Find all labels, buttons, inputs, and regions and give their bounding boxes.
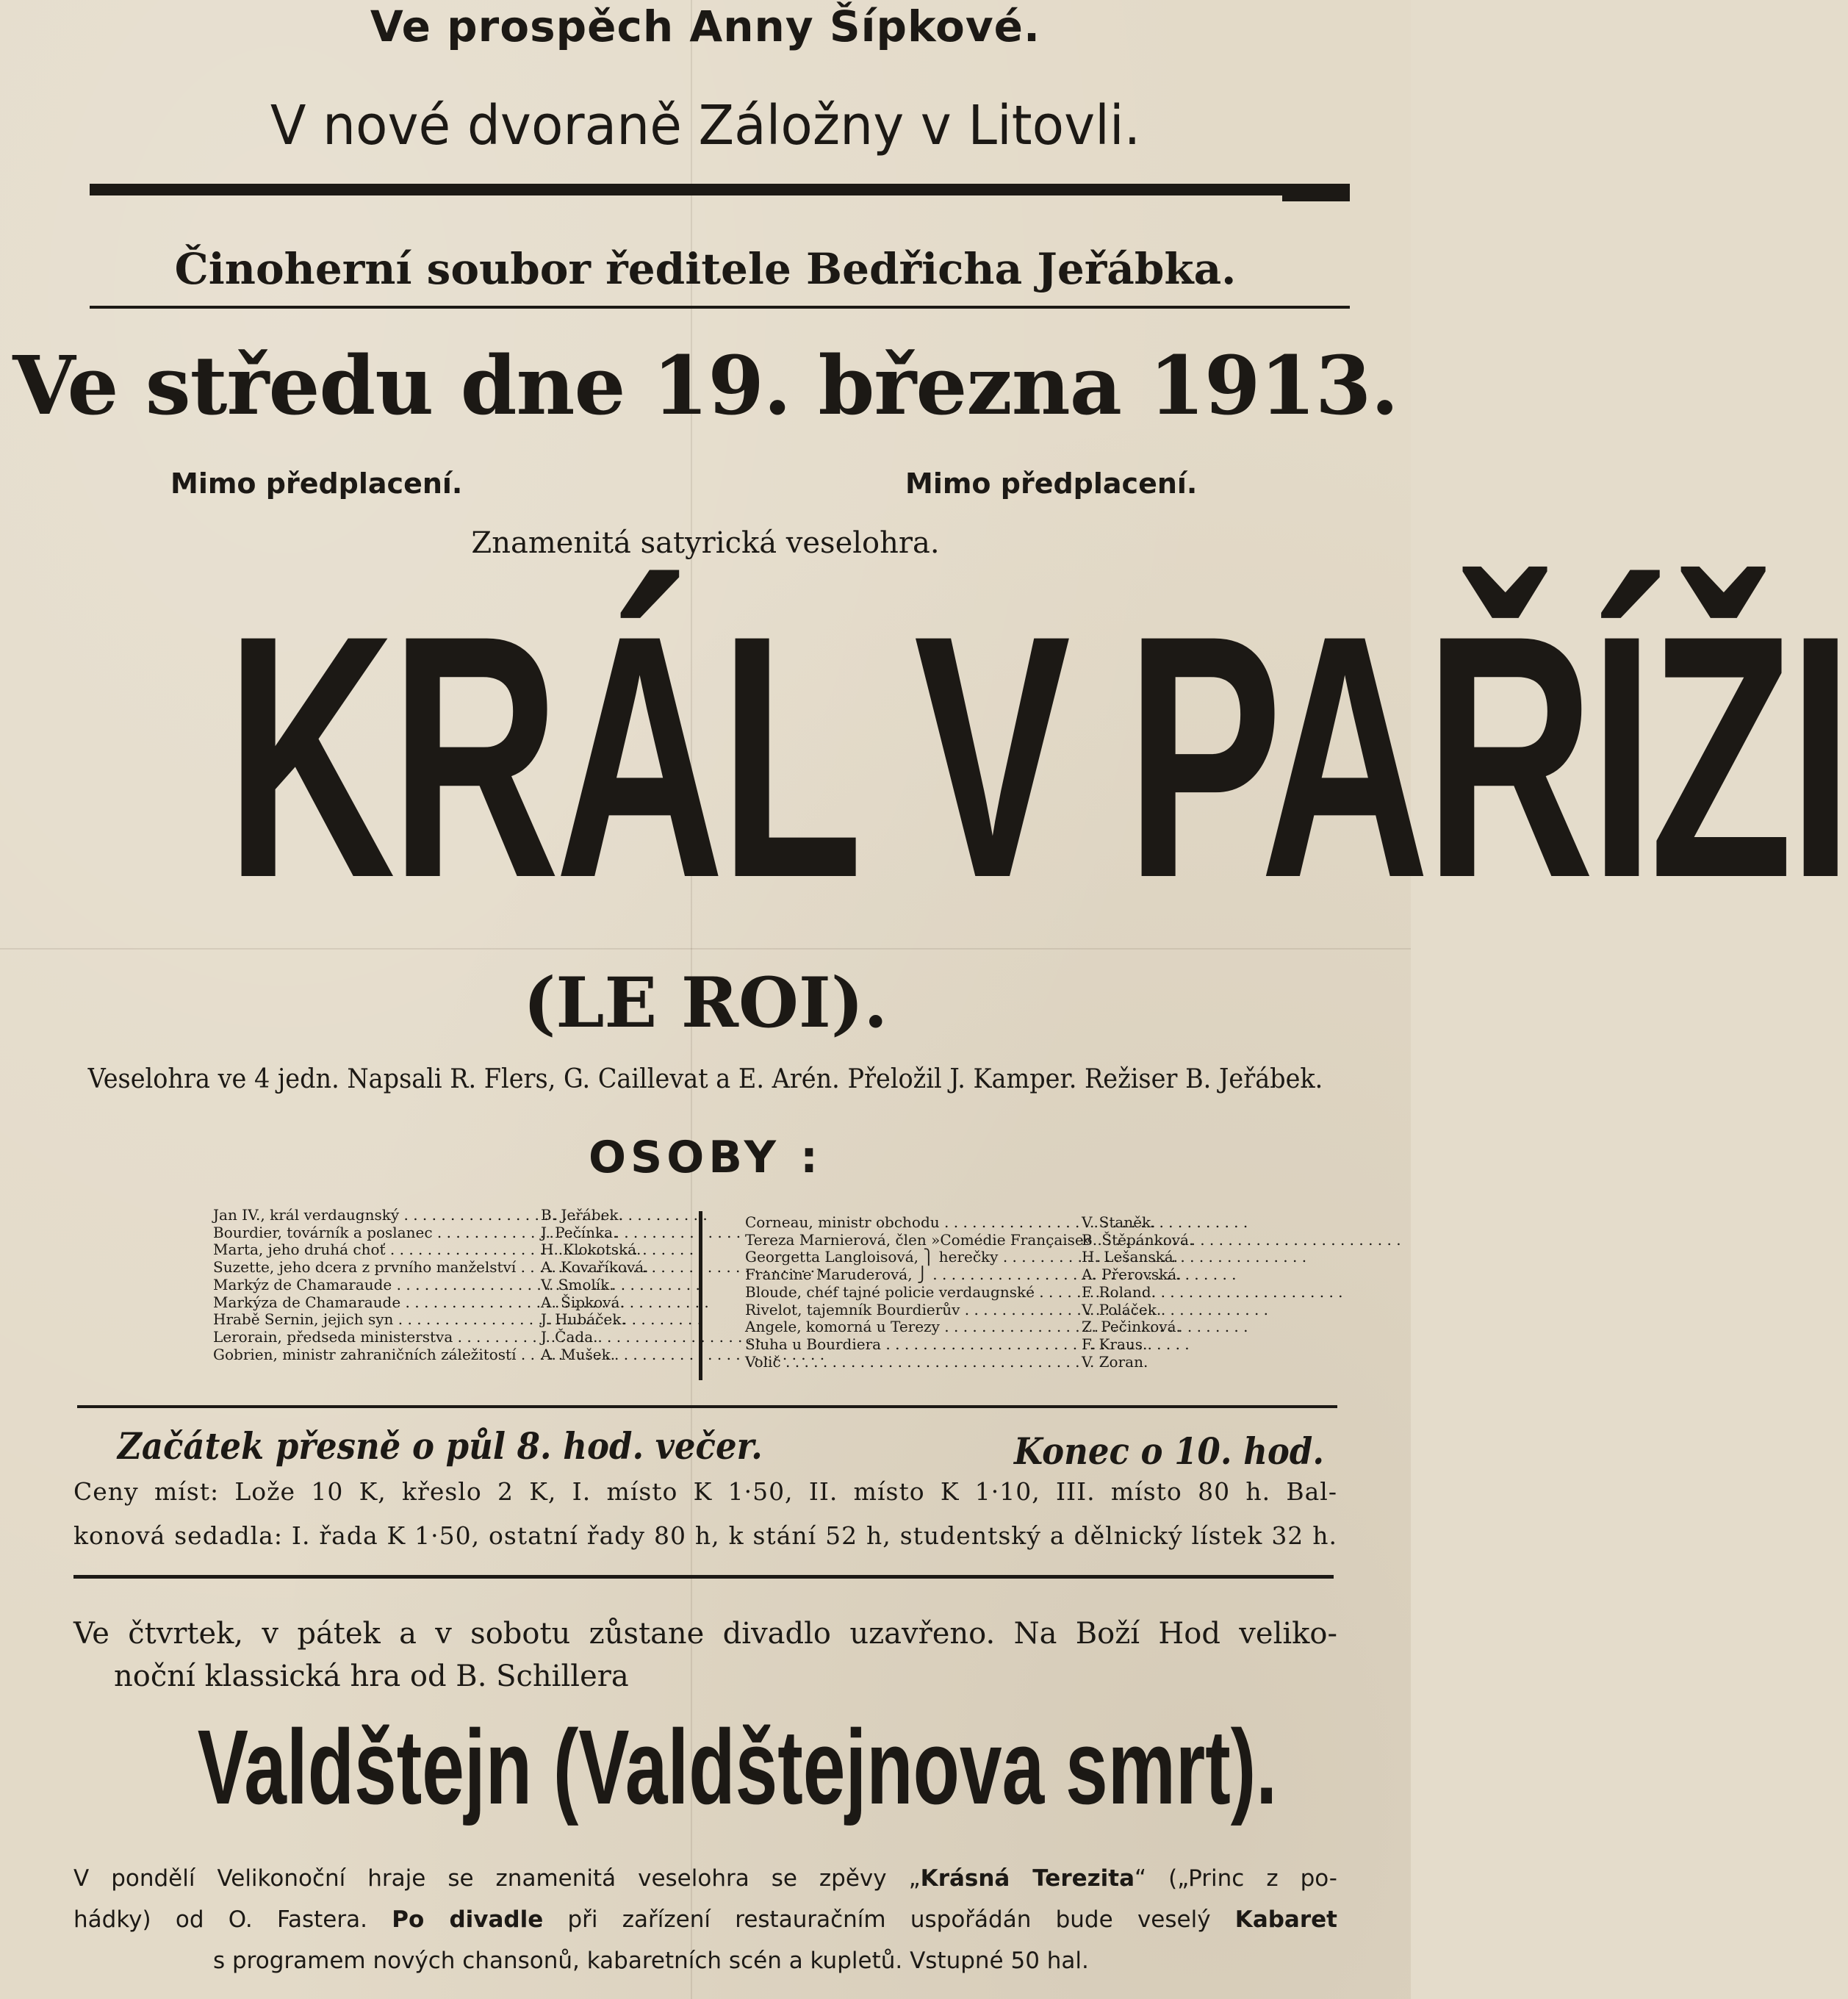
cast-role: Jan IV., král verdaugnský . . . [213, 1207, 536, 1224]
ticket-prices-line-2: konová sedadla: I. řada K 1·50, ostatní řady 80 h, k stání 52 h, studentský a dělnický lístek 32 h. [73, 1521, 1337, 1550]
cast-actor: A. Kovaříková. [541, 1258, 649, 1277]
subscription-note-right: Mimo předplacení. [905, 467, 1198, 500]
subscription-note-left: Mimo předplacení. [170, 467, 463, 500]
closure-notice-line-2: noční klassická hra od B. Schillera [114, 1659, 629, 1693]
end-time: Konec o 10. hod. [1014, 1429, 1325, 1473]
cast-row [213, 1207, 649, 1224]
benefit-line: Ve prospěch Anny Šípkové. [370, 1, 1041, 51]
cast-actor: Z. Pečinková. [1082, 1318, 1181, 1336]
cast-role: Georgetta Langloisová, ⎫ herečky . . . [745, 1249, 1077, 1266]
cast-actor: A. Mušek. [541, 1345, 616, 1363]
venue-line: V nové dvoraně Záložny v Litovli. [270, 94, 1141, 157]
easter-monday-line-1 [73, 1865, 1337, 1892]
cast-row [745, 1318, 1193, 1336]
cast-role: Suzette, jeho dcera z prvního manželství . . . [213, 1259, 536, 1277]
cast-row [213, 1346, 649, 1364]
cast-role: Volič . . . [745, 1354, 1077, 1371]
thick-rule-top-end [1282, 191, 1350, 201]
cast-role: Tereza Marnierová, člen »Comédie Française« . . . [745, 1232, 1077, 1249]
cast-row [213, 1259, 649, 1277]
thin-rule-troupe [90, 306, 1350, 309]
easter-monday-line-3: s programem nových chansonů, kabaretních scén a kupletů. Vstupné 50 hal. [213, 1948, 1089, 1974]
cast-row [745, 1232, 1193, 1249]
cast-divider [699, 1211, 702, 1380]
cast-role: Angele, komorná u Terezy . . . [745, 1318, 1077, 1336]
cast-actor: J. Čada. [541, 1327, 598, 1346]
cast-row [745, 1284, 1193, 1302]
cast-actor: V. Smolík. [541, 1275, 614, 1293]
cast-row [213, 1294, 649, 1312]
closure-notice-line-1: Ve čtvrtek, v pátek a v sobotu zůstane divadlo uzavřeno. Na Boží Hod veliko- [73, 1617, 1337, 1651]
cast-row [745, 1302, 1193, 1319]
cast-role: Markýza de Chamaraude . . . [213, 1294, 536, 1312]
cast-list-right [745, 1214, 1193, 1371]
cast-actor: V. Poláček. [1082, 1300, 1162, 1318]
cast-row [213, 1224, 649, 1242]
cast-row [745, 1214, 1193, 1232]
cast-role: Rivelot, tajemník Bourdierův . . . [745, 1302, 1077, 1319]
cast-actor: A. Přerovská. [1082, 1266, 1182, 1284]
play-title: KRÁL V PAŘÍŽI [226, 564, 1848, 950]
cast-actor: J. Hubáček. [541, 1310, 626, 1329]
easter-monday-line-2 [73, 1906, 1337, 1933]
troupe-line: Činoherní soubor ředitele Bedřicha Jeřábka. [174, 244, 1237, 294]
rule-above-schedule [77, 1405, 1337, 1408]
cast-actor: B. Štěpánková. [1082, 1230, 1194, 1249]
cast-role: Gobrien, ministr zahraničních záležitostí . . . [213, 1346, 536, 1364]
cast-role: Hrabě Sernin, jejich syn . . . [213, 1311, 536, 1329]
cast-actor: J. Pečínka. [541, 1223, 618, 1241]
cast-actor: B. Jeřábek. [541, 1206, 623, 1224]
cabaret-bold: Kabaret [1234, 1906, 1337, 1933]
cast-role: Lerorain, předseda ministerstva . . . [213, 1329, 536, 1346]
cast-actor: F. Kraus. [1082, 1335, 1148, 1353]
cast-row [745, 1354, 1193, 1371]
cast-role: Corneau, ministr obchodu . . . [745, 1214, 1077, 1232]
text-run: hádky) od O. Fastera. [73, 1906, 392, 1933]
cast-actor: V. Staněk. [1082, 1213, 1156, 1231]
cast-role: Markýz de Chamaraude . . . [213, 1277, 536, 1294]
cast-row [213, 1311, 649, 1329]
cast-list-left [213, 1207, 649, 1363]
cast-row [745, 1249, 1193, 1266]
play-original-title: (LE ROI). [522, 963, 888, 1044]
start-time: Začátek přesně o půl 8. hod. večer. [118, 1424, 763, 1468]
ticket-prices-line-1: Ceny míst: Lože 10 K, křeslo 2 K, I. místo K 1·50, II. místo K 1·10, III. místo 80 h. Bal- [73, 1477, 1337, 1506]
cast-row [213, 1241, 649, 1259]
cast-role: Bloude, chéf tajné policie verdaugnské . . . [745, 1284, 1077, 1302]
play-genre: Znamenitá satyrická veselohra. [471, 526, 940, 560]
cast-actor: F. Roland. [1082, 1282, 1156, 1301]
cast-actor: H. Klokotská. [541, 1241, 641, 1259]
cast-role: Sluha u Bourdiera . . . [745, 1336, 1077, 1354]
cast-row [745, 1266, 1193, 1284]
after-show-bold: Po divadle [392, 1906, 544, 1933]
thick-rule-top [90, 184, 1350, 195]
cast-actor: V. Zoran. [1082, 1352, 1148, 1371]
cast-actor: H. Lešanská. [1082, 1248, 1179, 1266]
performance-date: Ve středu dne 19. března 1913. [12, 338, 1398, 433]
cast-actor: A. Šipková. [541, 1293, 625, 1311]
cast-row [745, 1336, 1193, 1354]
text-run: V pondělí Velikonoční hraje se znamenitá veselohra se zpěvy „ [73, 1865, 921, 1892]
cast-role: Marta, jeho druhá choť . . . [213, 1241, 536, 1259]
cast-heading: OSOBY : [588, 1132, 822, 1183]
cast-role: Bourdier, továrník a poslanec . . . [213, 1224, 536, 1242]
rule-below-prices [73, 1575, 1334, 1579]
cast-row [213, 1329, 649, 1346]
play-name-bold: Krásná Terezita [920, 1865, 1135, 1892]
text-run: “ („Princ z po- [1135, 1865, 1337, 1892]
cast-row [213, 1277, 649, 1294]
cast-role: Francine Maruderová, ⎭ . . . [745, 1266, 1077, 1284]
text-run: při zařízení restauračním uspořádán bude veselý [543, 1906, 1235, 1933]
next-play-title: Valdštejn (Valdštejnova smrt). [197, 1708, 1278, 1826]
play-credits: Veselohra ve 4 jedn. Napsali R. Flers, G. Caillevat a E. Arén. Přeložil J. Kamper. Režiser B. Jeřábek. [87, 1064, 1323, 1094]
